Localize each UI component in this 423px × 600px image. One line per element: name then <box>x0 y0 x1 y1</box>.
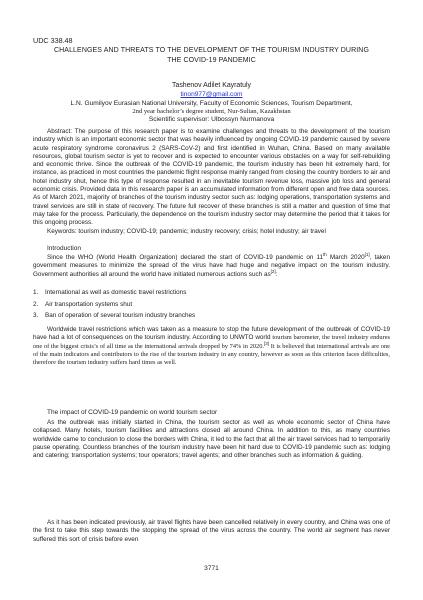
impact-paragraph-1: As the outbreak was initially started in China, the tourism sector as well as whole economic sector of China have collapsed. Many hotels, tourism facilities and attractions closed all around China. In addition to this, as many countries worldwide came to conclusion to close the borders with China, it led to the fact that all the air travel services had to temporarily pause operating. Countless branches of the tourism industry have been hit hard due to COVID-19 pandemic such as: lodging and catering; transportation systems; tour operators; travel agents; and other branches such as information & guiding. <box>33 419 390 460</box>
impact-paragraph-2: As it has been indicated previously, air travel flights have been cancelled relatively in every country, and China was one of the first to take this step towards the stopping the spread of the virus across the country. The world air segment has never suffered this sort of crisis before even <box>33 519 390 543</box>
p2-text-a: Worldwide travel restrictions which was taken as a measure to stop the future development of the outbreak of COVID-19 have had a lot of consequences on the tourism industry. According to UNWTO world <box>33 326 390 342</box>
author-status: 2nd year bachelor’s degree student, Nur-Sultan, Kazakhstan <box>132 108 291 115</box>
list-item-number: 3. <box>33 312 39 319</box>
abstract-paragraph: Abstract: The purpose of this research paper is to examine challenges and threats to the development of the tourism industry which is an important economic sector that was heavily influenced by ongoing COVID-19 pandemic caused by severe acute respiratory syndrome coronavirus 2 (SARS-CoV-2) and first identified in Wuhan, China. Based on many available resources, global tourism sector is yet to recover and is expected to encounter various obstacles on a way for self-rebuilding and economic thrive. Since the outbreak of the COVID-19 pandemic, the tourism industry has been hit extremely hard, for instance, as practiced in most countries the pandemic flight response mainly ranged from closing the country borders to air and hotel industry shut, hence this type of response resulted in an inevitable tourism revenue loss, massive job loss and general economic crisis. Provided data in this research paper is an accumulated information from different open and free data sources. As of March 2021, majority of branches of the tourism industry sector such as: lodging operations, transportation systems and travel services are still in state of recovery. The future full recover of these branches is still a matter and question of time that may take for the process. Particularly, the dependence on the tourism industry sector may determine the period that it takes for this ongoing process. <box>33 128 390 227</box>
udc-code: UDC 338.48 <box>33 36 73 45</box>
author-affiliation: L.N. Gumilyov Eurasian National University, Faculty of Economic Sciences, Tourism Department, <box>70 100 353 107</box>
list-item-text: International as well as domestic travel restrictions <box>45 289 187 296</box>
intro-ref-1[interactable]: [1] <box>364 251 370 257</box>
list-item-text: Air transportation systems shut <box>45 300 133 308</box>
travel-restrictions-paragraph <box>33 326 390 367</box>
list-item <box>33 312 373 324</box>
paper-title: CHALLENGES AND THREATS TO THE DEVELOPMENT OF THE TOURISM INDUSTRY DURING THE COVID-19 PANDEMIC <box>53 47 369 64</box>
author-name: Tashenov Adilet Kayratuly <box>172 82 251 89</box>
list-item <box>33 301 373 313</box>
keywords-paragraph: Keywords: tourism industry; COVID-19; pandemic; industry recovery; crisis; hotel industry; air travel <box>47 228 326 235</box>
scientific-supervisor: Scientific supervisor: Ulbossyn Nurmanova <box>148 116 275 123</box>
section-impact-heading: The impact of COVID-19 pandemic on world tourism sector <box>47 409 218 416</box>
intro-sup-th: th <box>323 251 327 257</box>
introduction-heading: Introduction <box>47 245 81 252</box>
list-item-number: 2. <box>33 300 39 308</box>
p2-text-d: It is believed that international arrivals are one of the main indicators and contributors to the rise of the tourism industry in any country, however as soon as this criterion faces difficulties, therefore the tourism industry suffers hard times as well. <box>33 342 390 367</box>
introduction-paragraph <box>33 251 390 279</box>
measures-list <box>33 289 373 324</box>
list-item <box>33 289 373 301</box>
page-number: 3771 <box>204 565 219 572</box>
p2-ref-3[interactable]: [3] <box>263 340 269 346</box>
intro-ref-2[interactable]: [2] <box>270 268 276 274</box>
author-email-link[interactable]: tinon977@gmail.com <box>180 91 243 98</box>
intro-text-b: March 2020 <box>326 254 365 261</box>
intro-text-d: : <box>275 270 278 278</box>
list-item-text: Ban of operation of several tourism industry branches <box>45 312 196 319</box>
p2-text-b: tourism barometer, the travel industry endures one of the biggest crisis’s of all time as <box>33 334 390 350</box>
intro-text-c: , taken government measures to minimize the spread of the virus have had huge and negative impact on the tourism industry. Government authorities all around the world have initiated numerous actions such as <box>33 254 390 278</box>
p2-text-c: the international arrivals dropped by 74% in 2020. <box>133 342 264 350</box>
list-item-number: 1. <box>33 289 39 296</box>
intro-text-a: Since the WHO (World Health Organization) declared the start of COVID-19 pandemic on 11 <box>47 254 324 261</box>
